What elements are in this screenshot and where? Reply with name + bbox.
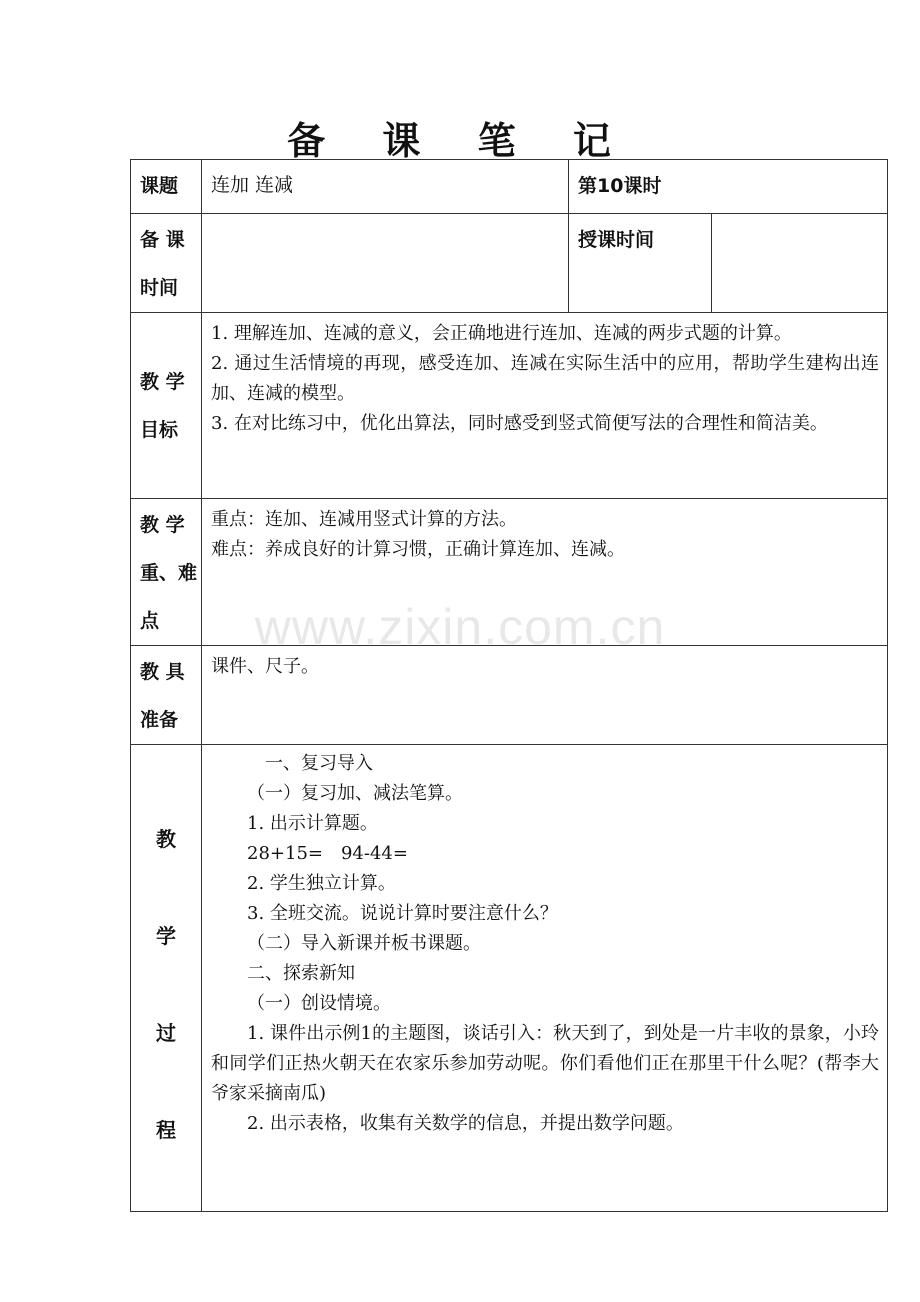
document-title: 备 课 笔 记 — [287, 119, 633, 163]
key-point-item: 重点：连加、连减用竖式计算的方法。 — [211, 509, 517, 530]
teach-time-value — [712, 214, 888, 313]
objective-item: 3. 在对比练习中，优化出算法，同时感受到竖式简便写法的合理性和简洁美。 — [211, 413, 828, 434]
objective-item: 2. 通过生活情境的再现，感受连加、连减在实际生活中的应用，帮助学生建构出连加、连减的模型。 — [211, 353, 880, 404]
process-label-char: 程 — [156, 1118, 176, 1142]
process-line: 二、探索新知 — [247, 963, 355, 984]
materials-row — [131, 646, 888, 745]
teach-time-label: 授课时间 — [569, 214, 712, 313]
lesson-number: 第10课时 — [569, 160, 888, 214]
objectives-row — [131, 313, 888, 499]
key-points-label-line2: 重、难 — [140, 562, 198, 584]
lesson-plan-table — [130, 159, 888, 1212]
process-line: 3. 全班交流。说说计算时要注意什么？ — [247, 903, 558, 924]
objectives-label — [131, 313, 202, 499]
topic-value: 连加 连减 — [202, 160, 569, 214]
materials-label-line1: 教 具 — [140, 661, 185, 683]
process-label-char: 学 — [156, 924, 176, 948]
objectives-content — [202, 313, 888, 499]
process-content — [202, 745, 888, 1212]
process-line: 1. 课件出示例1的主题图，谈话引入：秋天到了，到处是一片丰收的景象，小玲和同学们正热火朝天在农家乐参加劳动呢。你们看他们正在那里干什么呢？(帮李大爷家采摘南瓜) — [211, 1023, 880, 1104]
prep-time-row — [131, 214, 888, 313]
key-points-row — [131, 499, 888, 646]
key-point-item: 难点：养成良好的计算习惯，正确计算连加、连减。 — [211, 539, 625, 560]
key-points-label — [131, 499, 202, 646]
prep-time-label-line1: 备 课 — [140, 229, 185, 251]
process-line: （二）导入新课并板书课题。 — [247, 933, 481, 954]
process-line: 一、复习导入 — [265, 753, 373, 774]
objectives-label-line2: 目标 — [140, 418, 179, 441]
prep-time-label-line2: 时间 — [140, 277, 179, 299]
process-label-char: 教 — [156, 827, 176, 851]
process-line: 1. 出示计算题。 — [247, 813, 378, 834]
prep-time-value — [202, 214, 569, 313]
process-line: 28+15= 94-44= — [247, 843, 408, 864]
topic-label: 课题 — [131, 160, 202, 214]
topic-row — [131, 160, 888, 214]
process-line: 2. 学生独立计算。 — [247, 873, 396, 894]
key-points-label-line3: 点 — [140, 610, 160, 632]
process-label — [131, 745, 202, 1212]
process-label-char: 过 — [156, 1021, 176, 1045]
prep-time-label — [131, 214, 202, 313]
materials-content: 课件、尺子。 — [202, 646, 888, 745]
objectives-label-line1: 教 学 — [140, 370, 185, 393]
materials-label-line2: 准备 — [140, 709, 179, 731]
key-points-content — [202, 499, 888, 646]
process-row — [131, 745, 888, 1212]
materials-label — [131, 646, 202, 745]
objective-item: 1. 理解连加、连减的意义，会正确地进行连加、连减的两步式题的计算。 — [211, 323, 792, 344]
process-line: （一）创设情境。 — [247, 993, 391, 1014]
process-line: （一）复习加、减法笔算。 — [247, 783, 463, 804]
key-points-label-line1: 教 学 — [140, 514, 185, 536]
watermark: www.zixin.com.cn — [254, 599, 666, 655]
process-line: 2. 出示表格，收集有关数学的信息，并提出数学问题。 — [247, 1113, 684, 1134]
